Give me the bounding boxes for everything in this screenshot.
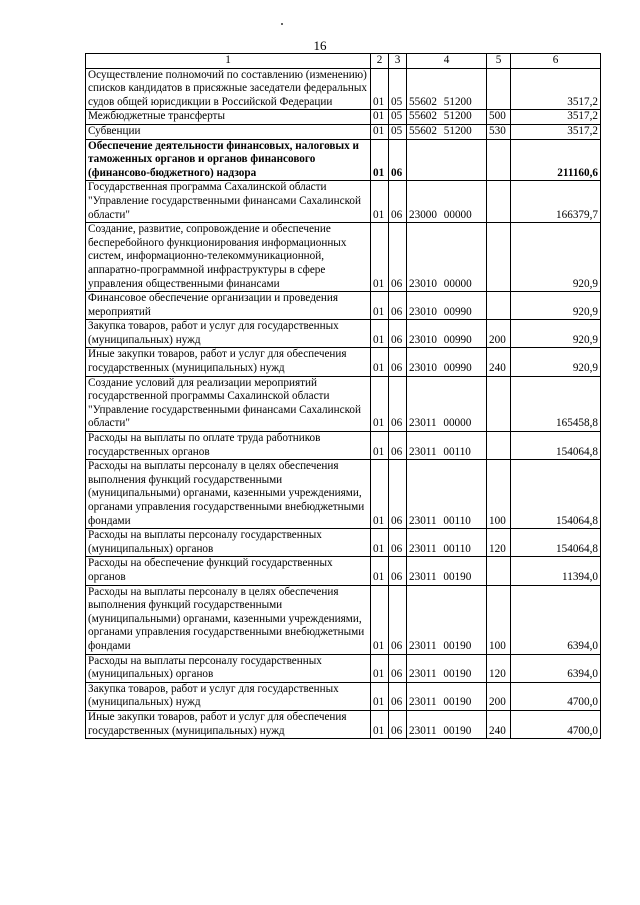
- table-header-row: [86, 54, 601, 69]
- amount-cell: 3517,2: [511, 68, 601, 110]
- amount-cell: 154064,8: [511, 529, 601, 557]
- subsection-code-cell: 06: [389, 682, 407, 710]
- section-code-cell: 01: [371, 376, 389, 431]
- column-header: 6: [511, 54, 601, 69]
- subsection-code-cell: 05: [389, 110, 407, 125]
- expense-name-cell: Иные закупки товаров, работ и услуг для обеспечения государственных (муниципальных) нужд: [86, 348, 371, 376]
- budget-table: [85, 53, 601, 739]
- column-header: 5: [487, 54, 511, 69]
- table-row: [86, 710, 601, 738]
- table-row: [86, 348, 601, 376]
- table-row: [86, 110, 601, 125]
- scan-speck: [281, 23, 283, 25]
- expense-name-cell: Расходы на выплаты персоналу в целях обеспечения выполнения функций государственными (муниципальными) органами, казенными учреждениями, органами управления государственными внебюджетными фондами: [86, 460, 371, 529]
- expense-type-cell: 200: [487, 320, 511, 348]
- amount-cell: 165458,8: [511, 376, 601, 431]
- table-row: [86, 292, 601, 320]
- section-code-cell: 01: [371, 348, 389, 376]
- table-row: [86, 320, 601, 348]
- expense-name-cell: Создание, развитие, сопровождение и обеспечение бесперебойного функционирования информационных систем, информационно-телекоммуникационной, аппаратно-программной инфраструктуры в сфере управления общественными финансами: [86, 223, 371, 292]
- expense-type-cell: 500: [487, 110, 511, 125]
- table-row: [86, 585, 601, 654]
- section-code-cell: 01: [371, 110, 389, 125]
- subsection-code-cell: 06: [389, 139, 407, 181]
- table-row: [86, 68, 601, 110]
- expense-type-cell: [487, 181, 511, 223]
- expense-type-cell: 240: [487, 348, 511, 376]
- target-article-cell: [407, 139, 487, 181]
- amount-cell: 920,9: [511, 223, 601, 292]
- amount-cell: 6394,0: [511, 585, 601, 654]
- amount-cell: 3517,2: [511, 110, 601, 125]
- expense-name-cell: Закупка товаров, работ и услуг для государственных (муниципальных) нужд: [86, 682, 371, 710]
- target-article-cell: 23011 00190: [407, 654, 487, 682]
- expense-name-cell: Иные закупки товаров, работ и услуг для обеспечения государственных (муниципальных) нужд: [86, 710, 371, 738]
- table-row: [86, 432, 601, 460]
- expense-name-cell: Межбюджетные трансферты: [86, 110, 371, 125]
- target-article-cell: 23010 00990: [407, 292, 487, 320]
- section-code-cell: 01: [371, 124, 389, 139]
- subsection-code-cell: 06: [389, 432, 407, 460]
- table-body: [86, 68, 601, 739]
- table-row: [86, 139, 601, 181]
- column-header: 3: [389, 54, 407, 69]
- subsection-code-cell: 06: [389, 348, 407, 376]
- amount-cell: 166379,7: [511, 181, 601, 223]
- section-code-cell: 01: [371, 682, 389, 710]
- expense-type-cell: [487, 139, 511, 181]
- target-article-cell: 23011 00110: [407, 529, 487, 557]
- expense-name-cell: Финансовое обеспечение организации и проведения мероприятий: [86, 292, 371, 320]
- subsection-code-cell: 06: [389, 181, 407, 223]
- column-header: 4: [407, 54, 487, 69]
- table-row: [86, 460, 601, 529]
- amount-cell: 3517,2: [511, 124, 601, 139]
- amount-cell: 920,9: [511, 320, 601, 348]
- subsection-code-cell: 06: [389, 460, 407, 529]
- amount-cell: 920,9: [511, 292, 601, 320]
- expense-type-cell: 100: [487, 585, 511, 654]
- table-row: [86, 223, 601, 292]
- section-code-cell: 01: [371, 529, 389, 557]
- amount-cell: 154064,8: [511, 460, 601, 529]
- amount-cell: 4700,0: [511, 682, 601, 710]
- section-code-cell: 01: [371, 710, 389, 738]
- subsection-code-cell: 06: [389, 320, 407, 348]
- amount-cell: 211160,6: [511, 139, 601, 181]
- table-row: [86, 557, 601, 585]
- target-article-cell: 23011 00000: [407, 376, 487, 431]
- section-code-cell: 01: [371, 654, 389, 682]
- amount-cell: 920,9: [511, 348, 601, 376]
- expense-type-cell: 240: [487, 710, 511, 738]
- target-article-cell: 23011 00190: [407, 710, 487, 738]
- expense-name-cell: Создание условий для реализации мероприятий государственной программы Сахалинской области "Управление государственными финансами Сахалинской области": [86, 376, 371, 431]
- subsection-code-cell: 06: [389, 557, 407, 585]
- target-article-cell: 23010 00000: [407, 223, 487, 292]
- amount-cell: 4700,0: [511, 710, 601, 738]
- expense-type-cell: [487, 223, 511, 292]
- subsection-code-cell: 06: [389, 376, 407, 431]
- section-code-cell: 01: [371, 432, 389, 460]
- expense-name-cell: Осуществление полномочий по составлению (изменению) списков кандидатов в присяжные заседатели федеральных судов общей юрисдикции в Российской Федерации: [86, 68, 371, 110]
- table-row: [86, 654, 601, 682]
- expense-type-cell: 120: [487, 654, 511, 682]
- expense-name-cell: Расходы на выплаты персоналу государственных (муниципальных) органов: [86, 529, 371, 557]
- section-code-cell: 01: [371, 223, 389, 292]
- table-row: [86, 181, 601, 223]
- subsection-code-cell: 06: [389, 223, 407, 292]
- target-article-cell: 23000 00000: [407, 181, 487, 223]
- amount-cell: 11394,0: [511, 557, 601, 585]
- expense-type-cell: 530: [487, 124, 511, 139]
- section-code-cell: 01: [371, 68, 389, 110]
- table-row: [86, 682, 601, 710]
- amount-cell: 6394,0: [511, 654, 601, 682]
- target-article-cell: 55602 51200: [407, 68, 487, 110]
- table-row: [86, 124, 601, 139]
- subsection-code-cell: 06: [389, 654, 407, 682]
- target-article-cell: 23010 00990: [407, 320, 487, 348]
- expense-name-cell: Расходы на обеспечение функций государственных органов: [86, 557, 371, 585]
- target-article-cell: 23011 00190: [407, 557, 487, 585]
- subsection-code-cell: 06: [389, 585, 407, 654]
- expense-name-cell: Субвенции: [86, 124, 371, 139]
- target-article-cell: 55602 51200: [407, 110, 487, 125]
- subsection-code-cell: 06: [389, 292, 407, 320]
- target-article-cell: 55602 51200: [407, 124, 487, 139]
- section-code-cell: 01: [371, 557, 389, 585]
- expense-type-cell: [487, 557, 511, 585]
- expense-type-cell: [487, 292, 511, 320]
- section-code-cell: 01: [371, 585, 389, 654]
- target-article-cell: 23011 00110: [407, 432, 487, 460]
- expense-name-cell: Расходы на выплаты персоналу в целях обеспечения выполнения функций государственными (муниципальными) органами, казенными учреждениями, органами управления государственными внебюджетными фондами: [86, 585, 371, 654]
- target-article-cell: 23011 00190: [407, 585, 487, 654]
- target-article-cell: 23011 00110: [407, 460, 487, 529]
- expense-type-cell: 200: [487, 682, 511, 710]
- subsection-code-cell: 06: [389, 529, 407, 557]
- expense-type-cell: [487, 68, 511, 110]
- section-code-cell: 01: [371, 320, 389, 348]
- subsection-code-cell: 06: [389, 710, 407, 738]
- expense-name-cell: Расходы на выплаты по оплате труда работников государственных органов: [86, 432, 371, 460]
- page-number: 16: [313, 38, 327, 53]
- expense-name-cell: Расходы на выплаты персоналу государственных (муниципальных) органов: [86, 654, 371, 682]
- expense-type-cell: 100: [487, 460, 511, 529]
- expense-type-cell: [487, 432, 511, 460]
- expense-type-cell: [487, 376, 511, 431]
- subsection-code-cell: 05: [389, 68, 407, 110]
- table-row: [86, 376, 601, 431]
- expense-name-cell: Закупка товаров, работ и услуг для государственных (муниципальных) нужд: [86, 320, 371, 348]
- expense-name-cell: Обеспечение деятельности финансовых, налоговых и таможенных органов и органов финансового (финансово-бюджетного) надзора: [86, 139, 371, 181]
- column-header: 1: [86, 54, 371, 69]
- section-code-cell: 01: [371, 460, 389, 529]
- target-article-cell: 23010 00990: [407, 348, 487, 376]
- subsection-code-cell: 05: [389, 124, 407, 139]
- expense-name-cell: Государственная программа Сахалинской области "Управление государственными финансами Сахалинской области": [86, 181, 371, 223]
- section-code-cell: 01: [371, 292, 389, 320]
- column-header: 2: [371, 54, 389, 69]
- table-row: [86, 529, 601, 557]
- section-code-cell: 01: [371, 181, 389, 223]
- expense-type-cell: 120: [487, 529, 511, 557]
- section-code-cell: 01: [371, 139, 389, 181]
- amount-cell: 154064,8: [511, 432, 601, 460]
- target-article-cell: 23011 00190: [407, 682, 487, 710]
